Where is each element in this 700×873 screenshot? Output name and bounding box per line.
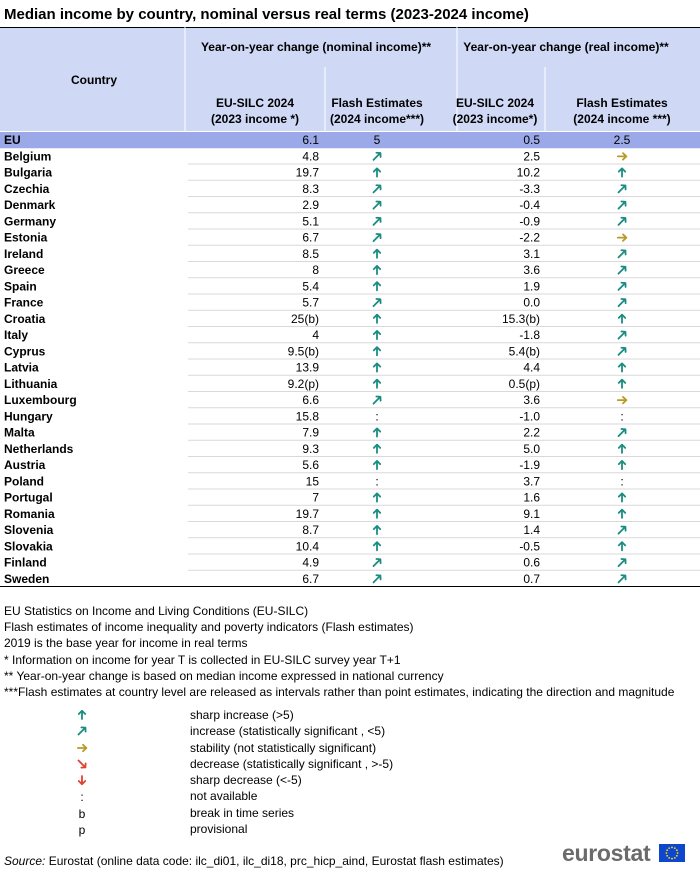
flash-sharp-increase-icon [619,493,625,501]
legend-text: decrease (statistically significant , >-5) [190,756,394,771]
legend-text: not available [190,789,258,804]
flag-star [674,847,676,849]
nominal-value: 5.6 [302,458,319,473]
country-label: Austria [4,458,46,473]
nominal-value: 13.9 [295,360,319,375]
country-label: Luxembourg [4,393,77,408]
real-value: 3.6 [523,263,540,278]
nominal-value: 8.5 [302,246,319,261]
flash-sharp-increase-icon [374,315,380,323]
real-value: 5.0 [523,441,540,456]
flash-increase-icon [374,397,381,404]
flash-stability-icon [618,234,627,240]
nominal-value: 7 [312,490,319,505]
country-label: Italy [4,328,29,343]
flag-star [666,855,668,857]
flash-sharp-increase-icon [374,331,380,339]
flash-sharp-increase-icon [619,168,625,176]
header-nominal-flash: Flash Estimates [331,96,423,110]
nominal-value: 19.7 [295,165,319,180]
country-label: Finland [4,555,47,570]
real-value: 0.5 [523,133,540,148]
flash-sharp-increase-icon [374,380,380,388]
source-text: Eurostat (online data code: ilc_di01, ilc_di18, prc_hicp_aind, Eurostat flash estimates) [45,854,504,868]
header-real-flash-sub: (2024 income ***) [573,112,671,126]
legend-decrease-icon [76,758,88,770]
header-real-flash: Flash Estimates [576,96,668,110]
flag-star [666,849,668,851]
real-value: 0.5(p) [508,376,540,391]
real-value: -1.0 [519,409,540,424]
country-label: Croatia [4,311,46,326]
flash-sharp-increase-icon [619,380,625,388]
nominal-value: 5.7 [302,295,319,310]
real-value: 15.3(b) [501,311,540,326]
nominal-value: 5.4 [302,279,319,294]
flash-increase-icon [619,348,626,355]
flash-increase-icon [374,559,381,566]
flash-increase-icon [374,299,381,306]
country-label: Belgium [4,149,52,164]
header-nominal-flash-sub: (2024 income***) [329,112,425,126]
flash-increase-icon [374,202,381,209]
note-line: ** Year-on-year change is based on median income expressed in national currency [4,668,444,683]
nominal-value: 6.6 [302,393,319,408]
flash-sharp-increase-icon [619,542,625,550]
flash-sharp-increase-icon [374,542,380,550]
country-label: Sweden [4,571,50,586]
real-value: -1.8 [519,328,540,343]
real-flash-not-available: : [620,474,624,489]
legend-text: stability (not statistically significant) [190,740,377,755]
real-value: -0.9 [519,214,540,229]
legend-text: sharp decrease (<-5) [190,773,302,788]
legend-text: increase (statistically significant , <5) [190,724,386,739]
country-label: EU [4,133,21,148]
legend-symbol: b [78,806,86,821]
nominal-value: 4 [312,328,319,343]
header-nominal-silc-sub: (2023 income *) [210,112,300,126]
nominal-flash-value: 5 [373,133,381,148]
real-value: 1.9 [523,279,540,294]
country-label: Spain [4,279,37,294]
flash-increase-icon [619,185,626,192]
real-value: 10.2 [516,165,540,180]
real-value: -1.9 [519,458,540,473]
flash-increase-icon [374,153,381,160]
flash-sharp-increase-icon [374,347,380,355]
flash-sharp-increase-icon [374,168,380,176]
country-label: Malta [4,425,35,440]
source-line [4,854,504,868]
real-value: 2.2 [523,425,540,440]
flash-sharp-increase-icon [374,510,380,518]
flash-sharp-increase-icon [619,461,625,469]
note-line: Flash estimates of income inequality and poverty indicators (Flash estimates) [4,620,414,635]
flash-increase-icon [374,185,381,192]
country-label: Poland [4,474,45,489]
real-value: -2.2 [519,230,540,245]
real-value: 2.5 [523,149,540,164]
country-label: Czechia [4,181,50,196]
nominal-value: 8.7 [302,523,319,538]
real-value: 9.1 [523,506,540,521]
flash-increase-icon [619,299,626,306]
legend-symbol [70,758,94,773]
flash-increase-icon [619,559,626,566]
flag-star [676,849,678,851]
nominal-value: 8.3 [302,181,319,196]
flash-sharp-increase-icon [374,493,380,501]
country-label: Slovakia [4,539,53,554]
nominal-value: 6.7 [302,230,319,245]
legend-text: break in time series [190,805,295,820]
legend-symbol: : [80,790,84,805]
flag-star [676,855,678,857]
real-value: 1.4 [523,523,540,538]
nominal-value: 6.7 [302,571,319,586]
source-label: Source: [4,854,46,868]
header-nominal-group: Year-on-year change (nominal income)** [200,40,432,54]
nominal-value: 25(b) [290,311,319,326]
nominal-value: 5.1 [302,214,319,229]
legend-stability-icon [76,742,88,754]
country-label: Slovenia [4,523,54,538]
nominal-value: 10.4 [295,539,319,554]
note-line: EU Statistics on Income and Living Conditions (EU-SILC) [4,604,309,618]
real-value: 3.6 [523,393,540,408]
page-title: Median income by country, nominal versus real terms (2023-2024 income) [4,6,529,23]
real-value: 3.1 [523,246,540,261]
country-label: Portugal [4,490,53,505]
header-real-group: Year-on-year change (real income)** [463,40,669,54]
country-label: Greece [4,263,45,278]
nominal-value: 2.9 [302,198,319,213]
nominal-value: 9.5(b) [287,344,319,359]
nominal-flash-not-available: : [375,409,379,424]
header-nominal-silc: EU-SILC 2024 [215,96,295,110]
eu-row-bg [0,132,700,148]
flash-increase-icon [374,234,381,241]
country-label: Netherlands [4,441,74,456]
real-value: 4.4 [523,360,540,375]
real-value: 0.6 [523,555,540,570]
note-line: * Information on income for year T is collected in EU-SILC survey year T+1 [4,652,401,667]
flash-sharp-increase-icon [374,282,380,290]
flag-star [671,858,673,860]
legend-symbol: p [78,823,86,838]
nominal-value: 8 [312,263,319,278]
flash-increase-icon [619,267,626,274]
flash-sharp-increase-icon [374,428,380,436]
note-line: ***Flash estimates at country level are released as intervals rather than point estimates, indicating the direction and magnitude [4,685,675,700]
header-real-silc: EU-SILC 2024 [455,96,535,110]
real-value: 0.0 [523,295,540,310]
legend-increase-icon [76,725,88,737]
flash-increase-icon [619,332,626,339]
flash-increase-icon [619,283,626,290]
flash-increase-icon [619,218,626,225]
flash-sharp-increase-icon [619,510,625,518]
flash-sharp-increase-icon [619,315,625,323]
legend-symbol [70,725,94,740]
flash-sharp-increase-icon [374,250,380,258]
nominal-value: 9.2(p) [287,376,319,391]
country-label: Latvia [4,360,39,375]
real-flash-not-available: : [620,409,624,424]
flash-sharp-increase-icon [374,363,380,371]
flash-sharp-increase-icon [619,445,625,453]
legend-text: sharp increase (>5) [190,708,294,722]
country-label: Germany [4,214,57,229]
legend-symbol [70,774,94,789]
nominal-value: 6.1 [302,133,319,148]
country-label: Lithuania [4,376,58,391]
legend-symbol [70,742,94,757]
flash-increase-icon [619,527,626,534]
flag-star [668,857,670,859]
flash-increase-icon [619,429,626,436]
logo-text: eurostat [562,840,651,866]
flag-star [666,852,668,854]
real-value: 0.7 [523,571,540,586]
legend-sharp-decrease-icon [76,774,88,786]
legend-text: provisional [190,822,248,837]
country-label: France [4,295,44,310]
flash-increase-icon [619,202,626,209]
real-flash-value: 2.5 [613,133,631,148]
nominal-value: 7.9 [302,425,319,440]
flash-increase-icon [374,575,381,582]
flash-sharp-increase-icon [374,266,380,274]
nominal-value: 19.7 [295,506,319,521]
nominal-value: 4.8 [302,149,319,164]
flash-increase-icon [374,218,381,225]
nominal-value: 9.3 [302,441,319,456]
nominal-flash-not-available: : [375,474,379,489]
real-value: 1.6 [523,490,540,505]
flag-star [668,847,670,849]
eu-flag-icon [659,844,685,862]
flash-sharp-increase-icon [619,363,625,371]
flash-sharp-increase-icon [374,461,380,469]
country-label: Romania [4,506,55,521]
flag-star [671,847,673,849]
country-label: Cyprus [4,344,46,359]
flash-stability-icon [618,153,627,159]
flash-increase-icon [619,250,626,257]
nominal-value: 4.9 [302,555,319,570]
flash-stability-icon [618,397,627,403]
flag-star [674,857,676,859]
nominal-value: 15 [305,474,319,489]
legend-symbol [70,709,94,724]
notes [4,603,674,700]
note-line: 2019 is the base year for income in real terms [4,636,248,651]
eurostat-logo [562,840,692,866]
real-value: 3.7 [523,474,540,489]
data-table [0,27,700,591]
flash-sharp-increase-icon [374,526,380,534]
flash-increase-icon [619,575,626,582]
real-value: 5.4(b) [508,344,540,359]
real-value: -0.4 [519,198,540,213]
header-country: Country [71,73,117,87]
header-real-silc-sub: (2023 income*) [452,112,538,126]
nominal-value: 15.8 [295,409,319,424]
flash-sharp-increase-icon [374,445,380,453]
country-label: Hungary [4,409,53,424]
flag-star [677,852,679,854]
real-value: -3.3 [519,181,540,196]
country-label: Bulgaria [4,165,53,180]
real-value: -0.5 [519,539,540,554]
country-label: Denmark [4,198,56,213]
country-label: Ireland [4,246,44,261]
legend-sharp-increase-icon [76,709,88,721]
country-label: Estonia [4,230,48,245]
